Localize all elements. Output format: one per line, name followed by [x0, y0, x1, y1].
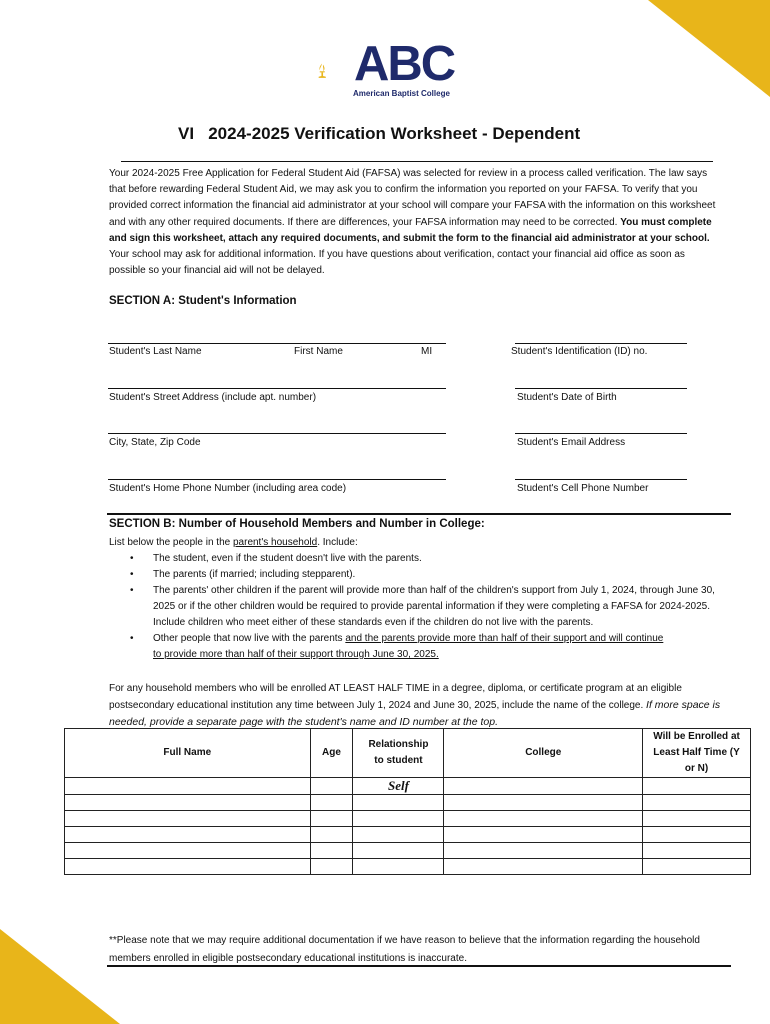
- table-cell[interactable]: [353, 843, 444, 859]
- table-cell[interactable]: [444, 778, 643, 795]
- table-cell[interactable]: [353, 811, 444, 827]
- relationship-header: Relationship to student: [353, 729, 444, 778]
- list-intro: List below the people in the parent's household. Include:: [109, 537, 358, 548]
- name-input-line[interactable]: [108, 343, 446, 344]
- intro-paragraph: Your 2024-2025 Free Application for Federal Student Aid (FAFSA) was selected for review in a process called verification. The law says that before rewarding Federal Student Aid, we may ask you to confirm the information you reported on your FAFSA. To verify that you provided correct information the financial aid administrator at your school will compare your FAFSA with the information on this worksheet and with any other required documents. If there are differences, your FAFSA information may need to be corrected. You must complete and sign this worksheet, attach any required documents, and submit the form to the financial aid administrator at your school. Your school may ask for additional information. If you have questions about verification, contact your financial aid office as soon as possible so your financial aid will not be delayed.: [109, 168, 716, 277]
- table-cell[interactable]: [643, 827, 751, 843]
- city-label: City, State, Zip Code: [109, 437, 201, 448]
- table-cell[interactable]: [643, 778, 751, 795]
- list-item: • The student, even if the student doesn't live with the parents.: [130, 553, 422, 564]
- documentation-note: **Please note that we may require additional documentation if we have reason to believe that the information regarding the household members enrolled in eligible postsecondary educational institutions is inaccurate.: [109, 935, 700, 964]
- table-row: [65, 859, 751, 875]
- table-cell[interactable]: [310, 859, 353, 875]
- table-cell[interactable]: [65, 859, 311, 875]
- table-cell[interactable]: [444, 843, 643, 859]
- street-label: Student's Street Address (include apt. number): [109, 392, 317, 403]
- household-table: [64, 728, 751, 875]
- table-cell[interactable]: [353, 859, 444, 875]
- title-divider: [121, 161, 713, 162]
- table-cell[interactable]: [65, 795, 311, 811]
- logo-letters: ABC: [354, 37, 455, 91]
- enrolled-header: Will be Enrolled at Least Half Time (Y or N): [643, 729, 751, 778]
- enrollment-paragraph: For any household members who will be enrolled AT LEAST HALF TIME in a degree, diploma, or certificate program at an eligible postsecondary educational institution any time between July 1, 2024 and June 30, 2025, include the name of the college. If more space is needed, provide a separate page with the student's name and ID number at the top.: [109, 683, 721, 729]
- table-row: [65, 811, 751, 827]
- table-row: [65, 795, 751, 811]
- home-phone-label: Student's Home Phone Number (including area code): [109, 483, 347, 494]
- table-cell[interactable]: [444, 827, 643, 843]
- section-a-heading: SECTION A: Student's Information: [109, 295, 297, 307]
- last-name-label: Student's Last Name: [109, 346, 202, 357]
- table-cell[interactable]: [643, 811, 751, 827]
- street-input-line[interactable]: [108, 388, 446, 389]
- table-cell[interactable]: [310, 811, 353, 827]
- college-header: College: [444, 729, 643, 778]
- table-cell[interactable]: [65, 778, 311, 795]
- full-name-header: Full Name: [65, 729, 311, 778]
- section-divider: [107, 513, 731, 515]
- dob-input-line[interactable]: [515, 388, 687, 389]
- bottom-divider: [107, 965, 731, 967]
- email-input-line[interactable]: [515, 433, 687, 434]
- section-b-heading: SECTION B: Number of Household Members and Number in College:: [109, 518, 485, 530]
- cell-phone-input-line[interactable]: [515, 479, 687, 480]
- table-cell[interactable]: [643, 843, 751, 859]
- age-header: Age: [310, 729, 353, 778]
- logo-college-name: American Baptist College: [353, 89, 450, 98]
- table-cell[interactable]: [353, 827, 444, 843]
- table-cell[interactable]: [65, 827, 311, 843]
- home-phone-input-line[interactable]: [108, 479, 446, 480]
- flame-icon: [317, 40, 357, 102]
- table-cell[interactable]: [65, 811, 311, 827]
- table-row: [65, 778, 751, 795]
- email-label: Student's Email Address: [517, 437, 626, 448]
- table-cell[interactable]: [643, 859, 751, 875]
- page-title: VI 2024-2025 Verification Worksheet - Dependent: [178, 124, 581, 143]
- id-input-line[interactable]: [515, 343, 687, 344]
- table-cell[interactable]: [310, 827, 353, 843]
- cell-phone-label: Student's Cell Phone Number: [517, 483, 649, 494]
- table-row: [65, 843, 751, 859]
- student-id-label: Student's Identification (ID) no.: [511, 346, 648, 357]
- mi-label: MI: [421, 346, 433, 357]
- table-header-row: [65, 729, 751, 778]
- corner-triangle-decoration: [0, 929, 120, 1024]
- table-cell[interactable]: [65, 843, 311, 859]
- table-cell[interactable]: [310, 843, 353, 859]
- table-cell[interactable]: [643, 795, 751, 811]
- list-item: • The parents (if married; including stepparent).: [130, 569, 356, 580]
- relationship-self-cell: Self: [353, 778, 444, 795]
- table-cell[interactable]: [310, 795, 353, 811]
- table-row: [65, 827, 751, 843]
- table-cell[interactable]: [353, 795, 444, 811]
- household-criteria-list: [130, 551, 730, 663]
- list-item: • The parents' other children if the parent will provide more than half of the children's support from July 1, 2024, through June 30, 2025 or if the other children would be required to provide parental information if they were completing a FAFSA for 2024-2025. Include children who meet either of these standards even if the children do not live with the parents.: [130, 585, 715, 628]
- corner-triangle-decoration: [648, 0, 770, 97]
- table-cell[interactable]: [310, 778, 353, 795]
- dob-label: Student's Date of Birth: [517, 392, 617, 403]
- table-cell[interactable]: [444, 859, 643, 875]
- table-cell[interactable]: [444, 795, 643, 811]
- first-name-label: First Name: [294, 346, 343, 357]
- city-input-line[interactable]: [108, 433, 446, 434]
- list-item: • Other people that now live with the parents and the parents provide more than half of their support and will continue to provide more than half of their support through June 30, 2025.: [130, 633, 664, 660]
- table-cell[interactable]: [444, 811, 643, 827]
